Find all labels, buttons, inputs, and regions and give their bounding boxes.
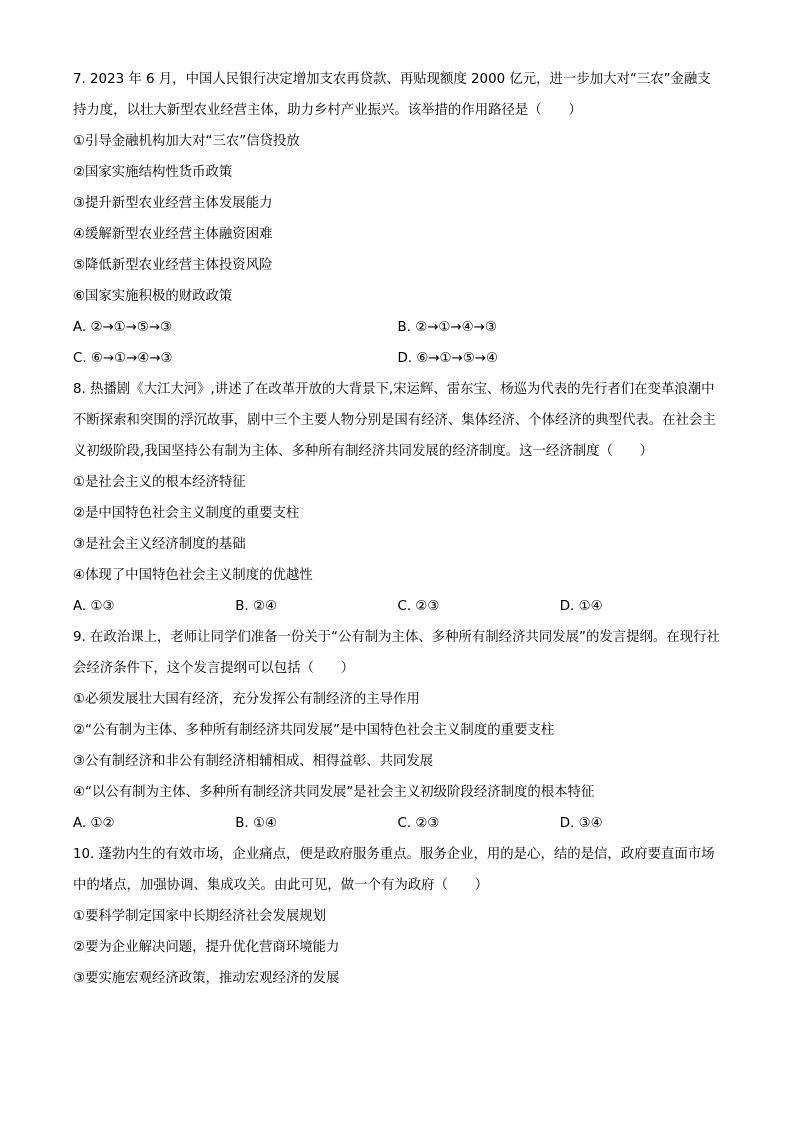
answer-choice-d: D. ⑥→①→⑤→④	[397, 351, 499, 366]
answer-choice-d: D. ①④	[559, 599, 603, 614]
statement-option: ③是社会主义经济制度的基础	[73, 537, 246, 552]
answer-choice-c: C. ②③	[397, 599, 440, 614]
statement-option: ①是社会主义的根本经济特征	[73, 475, 246, 490]
question-stem: 9. 在政治课上，老师让同学们准备一份关于“公有制为主体、多种所有制经济共同发展”的发言提纲。在现行社会经济条件下，这个发言提纲可以包括（ ）	[73, 630, 720, 676]
statement-option: ②要为企业解决问题，提升优化营商环境能力	[73, 940, 340, 955]
statement-option: ①必须发展壮大国有经济，充分发挥公有制经济的主导作用	[73, 692, 420, 707]
answer-choice-c: C. ②③	[397, 816, 440, 831]
statement-option: ②国家实施结构性货币政策	[73, 165, 233, 180]
answer-choice-a: A. ①②	[73, 816, 115, 831]
statement-option: ⑤降低新型农业经营主体投资风险	[73, 258, 273, 273]
answer-choices	[73, 591, 722, 622]
statement-option: ②是中国特色社会主义制度的重要支柱	[73, 506, 300, 521]
statement-option: ③要实施宏观经济政策，推动宏观经济的发展	[73, 971, 340, 986]
statement-option: ①要科学制定国家中长期经济社会发展规划	[73, 909, 327, 924]
statement-option: ④体现了中国特色社会主义制度的优越性	[73, 568, 313, 583]
answer-choice-b: B. ②→①→④→③	[397, 320, 497, 335]
answer-choices	[73, 312, 722, 374]
statement-option: ④缓解新型农业经营主体融资困难	[73, 227, 273, 242]
answer-choice-a: A. ②→①→⑤→③	[73, 320, 173, 335]
question-stem: 10. 蓬勃内生的有效市场，企业痛点，便是政府服务重点。服务企业，用的是心，结的是信，政府要直面市场中的堵点，加强协调、集成攻关。由此可见，做一个有为政府（ ）	[73, 847, 715, 893]
answer-choice-b: B. ②④	[235, 599, 277, 614]
statement-option: ②“公有制为主体、多种所有制经济共同发展”是中国特色社会主义制度的重要支柱	[73, 723, 555, 738]
question-stem: 7. 2023 年 6 月，中国人民银行决定增加支农再贷款、再贴现额度 2000 亿元，进一步加大对“三农”金融支持力度，以壮大新型农业经营主体，助力乡村产业振兴。该举措的作用路径是（ ）	[73, 72, 711, 118]
answer-choice-c: C. ⑥→①→④→③	[73, 351, 173, 366]
answer-choice-a: A. ①③	[73, 599, 115, 614]
statement-option: ①引导金融机构加大对“三农”信贷投放	[73, 134, 300, 149]
question-9	[73, 622, 722, 839]
statement-option: ③提升新型农业经营主体发展能力	[73, 196, 273, 211]
statement-option: ③公有制经济和非公有制经济相辅相成、相得益彰、共同发展	[73, 754, 434, 769]
question-stem: 8. 热播剧《大江大河》,讲述了在改革开放的大背景下,宋运辉、雷东宝、杨巡为代表的先行者们在变革浪潮中不断探索和突围的浮沉故事，剧中三个主要人物分别是国有经济、集体经济、个体经济的典型代表。在社会主义初级阶段,我国坚持公有制为主体、多种所有制经济共同发展的经济制度。这一经济制度（ ）	[73, 382, 716, 459]
answer-choices	[73, 808, 722, 839]
question-10	[73, 839, 722, 994]
answer-choice-b: B. ①④	[235, 816, 277, 831]
statement-option: ⑥国家实施积极的财政政策	[73, 289, 233, 304]
question-8	[73, 374, 722, 622]
question-7	[73, 64, 722, 374]
statement-option: ④“以公有制为主体、多种所有制经济共同发展”是社会主义初级阶段经济制度的根本特征	[73, 785, 595, 800]
answer-choice-d: D. ③④	[559, 816, 603, 831]
